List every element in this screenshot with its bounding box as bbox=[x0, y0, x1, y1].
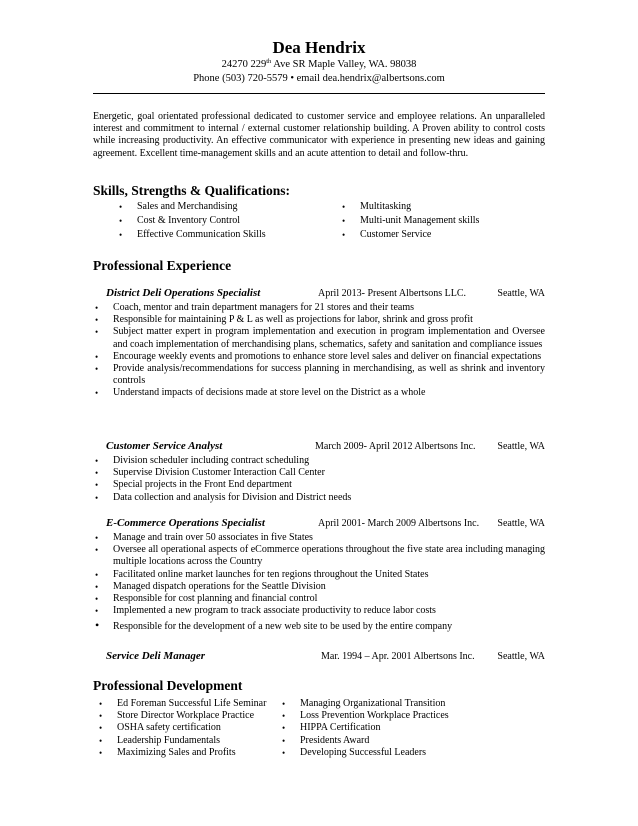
bullet-icon: • bbox=[119, 230, 123, 241]
bullet-icon: • bbox=[119, 202, 123, 212]
list-item: • Ed Foreman Successful Life Seminar bbox=[99, 698, 267, 709]
job-title: Service Deli Manager bbox=[106, 650, 205, 662]
list-item: • Division scheduler including contract scheduling bbox=[95, 455, 310, 466]
summary-paragraph: Energetic, goal orientated professional dedicated to customer service and employee relations. An unparalleled interest and commitment to internal / external customer relationship building. A Proven ability to control costs while increasing productivity. An effective communicator with experience in presenting new ideas and gaining agreement. Excellent time-management skills and an acute attention to detail and follow-thru. bbox=[93, 111, 545, 159]
bullet-icon: • bbox=[95, 456, 99, 466]
list-item: • HIPPA Certification bbox=[282, 722, 381, 734]
list-item: • OSHA safety certification bbox=[99, 722, 221, 734]
list-item: • Developing Successful Leaders bbox=[282, 746, 427, 758]
list-item: • Responsible for maintaining P & L as well as projections for labor, shrink and gross profit bbox=[95, 314, 473, 326]
bullet-icon: • bbox=[95, 303, 99, 313]
list-item: • Subject matter expert in program implementation and execution in program implementation and Oversee and coach implementation of merchandising plans, schematics, safety and sanitation and compliance issues bbox=[95, 326, 545, 350]
job-location: Seattle, WA bbox=[497, 518, 545, 529]
bullet-icon: • bbox=[342, 230, 346, 241]
bullet-icon: • bbox=[99, 699, 103, 709]
job-location: Seattle, WA bbox=[497, 288, 545, 299]
address-line bbox=[0, 59, 638, 70]
list-item: • Presidents Award bbox=[282, 734, 370, 746]
job-title: E-Commerce Operations Specialist bbox=[106, 517, 265, 529]
bullet-icon: • bbox=[95, 480, 99, 491]
list-item: • Cost & Inventory Control bbox=[119, 215, 241, 227]
bullet-icon: • bbox=[95, 315, 99, 326]
bullet-icon: • bbox=[95, 533, 99, 543]
address-city: Ave SR Maple Valley, WA. 98038 bbox=[271, 59, 417, 70]
list-item: • Encourage weekly events and promotions to enhance store level sales and deliver on financial expectations bbox=[95, 350, 542, 362]
skills-list-left bbox=[119, 201, 337, 244]
list-item: • Provide analysis/recommendations for success planning in merchandising, as well as shrink and inventory controls bbox=[95, 363, 545, 387]
list-item: • Managed dispatch operations for the Seattle Division bbox=[95, 580, 326, 592]
list-item: • Multitasking bbox=[342, 201, 412, 212]
address-street: 24270 229 bbox=[221, 59, 267, 70]
bullet-icon: • bbox=[95, 388, 99, 399]
skills-list-right bbox=[342, 201, 550, 244]
list-item: • Customer Service bbox=[342, 229, 432, 241]
list-item: • Managing Organizational Transition bbox=[282, 698, 446, 709]
list-item: • Manage and train over 50 associates in five States bbox=[95, 532, 313, 543]
job-bullets bbox=[95, 302, 545, 400]
job-location: Seattle, WA bbox=[497, 651, 545, 662]
candidate-name: Dea Hendrix bbox=[272, 38, 366, 57]
list-item: • Loss Prevention Workplace Practices bbox=[282, 710, 449, 722]
development-heading: Professional Development bbox=[93, 678, 243, 693]
header-divider bbox=[93, 93, 545, 94]
list-item: • Leadership Fundamentals bbox=[99, 734, 221, 746]
bullet-icon: • bbox=[95, 351, 99, 362]
bullet-icon: • bbox=[282, 711, 286, 722]
list-item: • Oversee all operational aspects of eCommerce operations throughout the five state area including managing multiple locations across the Country bbox=[95, 544, 545, 568]
job-location: Seattle, WA bbox=[497, 441, 545, 452]
job-bullets bbox=[95, 532, 545, 634]
contact-line: Phone (503) 720-5579 • email dea.hendrix@albertsons.com bbox=[193, 73, 445, 84]
bullet-icon: • bbox=[95, 594, 99, 605]
bullet-icon: • bbox=[95, 327, 99, 338]
list-item: • Sales and Merchandising bbox=[119, 201, 238, 212]
bullet-icon: • bbox=[99, 735, 103, 746]
bullet-icon: • bbox=[95, 468, 99, 479]
list-item: • Supervise Division Customer Interaction Call Center bbox=[95, 467, 325, 479]
list-item: • Multi-unit Management skills bbox=[342, 215, 480, 227]
bullet-icon: • bbox=[119, 216, 123, 227]
list-item: • Understand impacts of decisions made at store level on the District as a whole bbox=[95, 387, 426, 399]
job-dates: April 2013- Present Albertsons LLC. bbox=[318, 288, 467, 299]
skills-heading: Skills, Strengths & Qualifications: bbox=[93, 183, 291, 198]
bullet-icon: • bbox=[95, 618, 100, 633]
bullet-icon: • bbox=[95, 569, 99, 580]
bullet-icon: • bbox=[99, 747, 103, 758]
list-item: • Store Director Workplace Practice bbox=[99, 710, 255, 722]
list-item: • Responsible for cost planning and financial control bbox=[95, 593, 318, 605]
development-list-left bbox=[99, 698, 287, 759]
job-title: Customer Service Analyst bbox=[106, 440, 223, 452]
bullet-icon: • bbox=[95, 364, 99, 375]
bullet-icon: • bbox=[282, 723, 286, 734]
bullet-icon: • bbox=[95, 606, 99, 617]
list-item: • Data collection and analysis for Division and District needs bbox=[95, 491, 352, 503]
bullet-icon: • bbox=[282, 699, 286, 709]
list-item: • Responsible for the development of a new web site to be used by the entire company bbox=[95, 618, 453, 633]
bullet-icon: • bbox=[95, 545, 99, 556]
list-item: • Facilitated online market launches for ten regions throughout the United States bbox=[95, 568, 429, 580]
job-dates: Mar. 1994 – Apr. 2001 Albertsons Inc. bbox=[321, 651, 475, 662]
list-item: • Coach, mentor and train department managers for 21 stores and their teams bbox=[95, 302, 415, 313]
job-bullets bbox=[95, 455, 545, 504]
bullet-icon: • bbox=[99, 723, 103, 734]
job-dates: March 2009- April 2012 Albertsons Inc. bbox=[315, 441, 476, 452]
list-item: • Effective Communication Skills bbox=[119, 229, 266, 241]
job-dates: April 2001- March 2009 Albertsons Inc. bbox=[318, 518, 480, 529]
list-item: • Maximizing Sales and Profits bbox=[99, 746, 236, 758]
bullet-icon: • bbox=[95, 492, 99, 503]
bullet-icon: • bbox=[95, 581, 99, 592]
bullet-icon: • bbox=[282, 735, 286, 746]
development-list-right bbox=[282, 698, 520, 759]
address-ordinal: th bbox=[266, 58, 272, 65]
list-item: • Special projects in the Front End department bbox=[95, 479, 292, 491]
list-item: • Implemented a new program to track associate productivity to reduce labor costs bbox=[95, 605, 436, 617]
experience-heading: Professional Experience bbox=[93, 258, 232, 273]
bullet-icon: • bbox=[342, 216, 346, 227]
bullet-icon: • bbox=[99, 711, 103, 722]
bullet-icon: • bbox=[342, 202, 346, 212]
bullet-icon: • bbox=[282, 747, 286, 758]
job-title: District Deli Operations Specialist bbox=[106, 287, 261, 299]
